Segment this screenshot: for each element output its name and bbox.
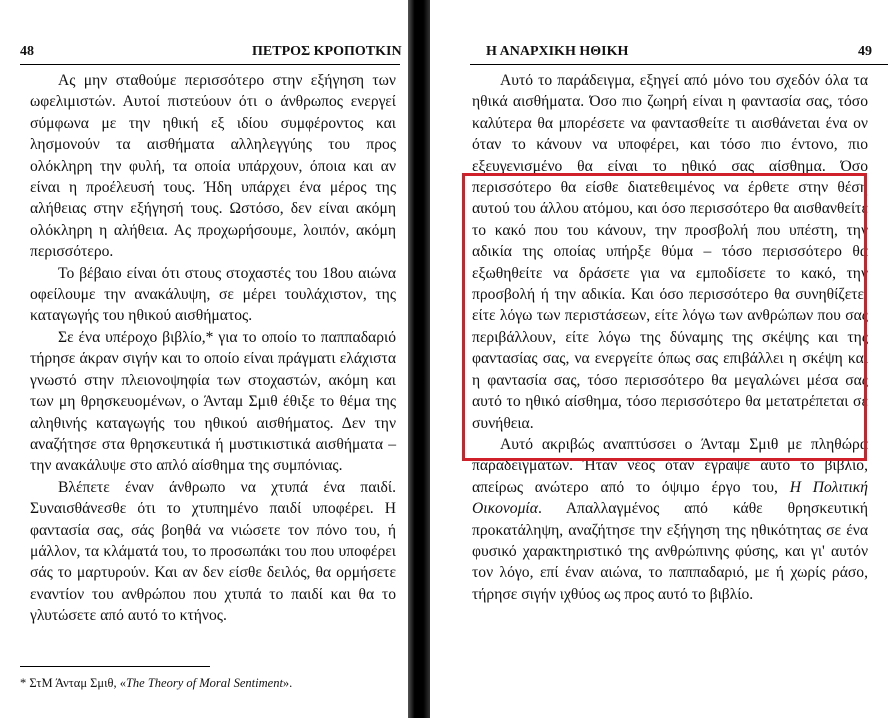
- right-page: [430, 0, 894, 718]
- right-paragraph-1: [472, 70, 868, 434]
- left-paragraph-2: Το βέβαιο είναι ότι στους στοχαστές του 18ου αιώνα οφείλουμε την ανακάλυψη, σε μέρει τουλάχιστον, της καταγωγής του ηθικού αισθήματος.: [30, 264, 396, 325]
- footnote-suffix: ».: [282, 676, 293, 690]
- left-running-head: ΠΕΤΡΟΣ ΚΡΟΠΟΤΚΙΝ: [252, 44, 402, 59]
- left-paragraph-3: Σε ένα υπέροχο βιβλίο,* για το οποίο το παππαδαριό τήρησε άκραν σιγήν και το οποίο είναι πράγματι ελάχιστα γνωστό στην πλειονοψηφία των στοχαστών, ακόμη και των μη θρησκευομένων, ο Άνταμ Σμιθ έθιξε το θέμα της αληθινής καταγωγής του ηθικού αισθήματος. Δεν την αναζήτησε στα θρησκευτικά ή μυστικιστικά αισθήματα – την ανακάλυψε στο απλό αίσθημα της συμπόνιας.: [30, 328, 396, 475]
- right-header-rule: [470, 64, 888, 65]
- left-page-number: 48: [20, 44, 34, 59]
- highlighted-passage: το ηθικό σας αίσθημα. Όσο περισσότερο θα είσθε διατεθειμένος να έρθετε στην θέση αυτού του άλλου ατόμου, και όσο περισσότερο θα αισθανθείτε το κακό που του κάνουν, την προσβολή που υπέστη, την αδικία της οποίας υπήρξε θύμα – τόσο περισσότερο θα εξωθηθείτε να δράσετε για να εμποδίσετε το κακό, την προσβολή ή την αδικία. Και όσο περισσότερο θα συνηθίζετε, είτε λόγω των περιστάσεων, είτε λόγω των ανθρώπων που σας περιβάλλουν, είτε λόγω της δύναμης της σκέψης και της φαντασίας σας, να ενεργείτε όπως σας επιβάλλει η σκέψη και η φαντασία σας, τόσο περισσότερο θα μεγαλώνει μέσα σας αυτό το ηθικό αίσθημα, τόσο περισσότερο θα μετατρέπεται σε συνήθεια.: [472, 157, 868, 432]
- right-page-number: 49: [858, 44, 872, 59]
- left-body-text: [30, 70, 396, 627]
- left-page: [0, 0, 408, 718]
- footnote-prefix: * ΣτΜ Άνταμ Σμιθ, «: [20, 676, 126, 690]
- right-paragraph-2-title: Η Πολιτική Οικονομία: [472, 478, 868, 518]
- left-paragraph-1: Ας μην σταθούμε περισσότερο στην εξήγηση των ωφελιμιστών. Αυτοί πιστεύουν ότι ο άνθρωπος ενεργεί σύμφωνα με την ηθική εξ ιδίου συμφέροντος και λησμονούν τα αισθήματα αλληλεγγύης του προς ολόκληρη την φυλή, τα οποία υπάρχουν, όποια και αν είναι η προέλευσή τους. Ήδη υπάρχει ένα μέρος της αλήθειας στην εξήγησή τους. Ωστόσο, δεν είναι ακόμη ολόκληρη η αλήθεια. Ας προχωρήσουμε, λοιπόν, ακόμη περισσότερο.: [30, 72, 396, 261]
- footnote-title: The Theory of Moral Sentiment: [125, 676, 283, 690]
- right-body-text: [472, 70, 868, 605]
- right-paragraph-2-end: . Απαλλαγμένος από κάθε θρησκευτική προκατάληψη, αναζήτησε την εξήγηση της ηθικότητας σε ένα φυσικό χαρακτηριστικό της ανθρώπινης φύσης, και γι' αυτόν τον λόγο, επί έναν αιώνα, το παππαδαριό, με ή χωρίς ράσο, τήρησε σιγήν ιχθύος ως προς αυτό το βιβλίο.: [472, 500, 868, 603]
- right-paragraph-1-intro: Αυτό το παράδειγμα, εξηγεί από μόνο του σχεδόν όλα τα ηθικά αισθήματα. Όσο πιο ζωηρή είναι η φαντασία σας, τόσο καλύτερα θα μπορέσετε να φαντασθείτε τι αισθάνεται ένα ον όταν το κάνουν να υποφέρει, και τόσο πιο έντονο, πιο εξευγενισμένο θα είναι: [472, 72, 868, 175]
- right-running-head: Η ΑΝΑΡΧΙΚΗ ΗΘΙΚΗ: [486, 44, 629, 59]
- right-paragraph-2-start: Αυτό ακριβώς αναπτύσσει ο Άνταμ Σμιθ με πληθώρα παραδειγμάτων. Ήταν νέος όταν έγραψε αυτό το βιβλίο, απείρως ανώτερο από το όψιμο έργο του,: [472, 435, 868, 496]
- book-spine: [408, 0, 430, 718]
- left-header-rule: [20, 64, 400, 65]
- right-paragraph-2: [472, 434, 868, 605]
- footnote: [20, 676, 292, 691]
- left-paragraph-4: Βλέπετε έναν άνθρωπο να χτυπά ένα παιδί. Συναισθάνεσθε ότι το χτυπημένο παιδί υποφέρει. Η φαντασία σας, σάς βοηθά να νιώσετε τον πόνο του, ή μάλλον, τα κλάματά του, το προσωπάκι του που υποφέρει σάς το μαρτυρούν. Και αν δεν είσθε δειλός, θα ορμήσετε εναντίον του ανθρώπου που χτυπά το παιδί και θα το γλυτώσετε από αυτό το κτήνος.: [30, 478, 396, 625]
- footnote-rule: [20, 666, 210, 667]
